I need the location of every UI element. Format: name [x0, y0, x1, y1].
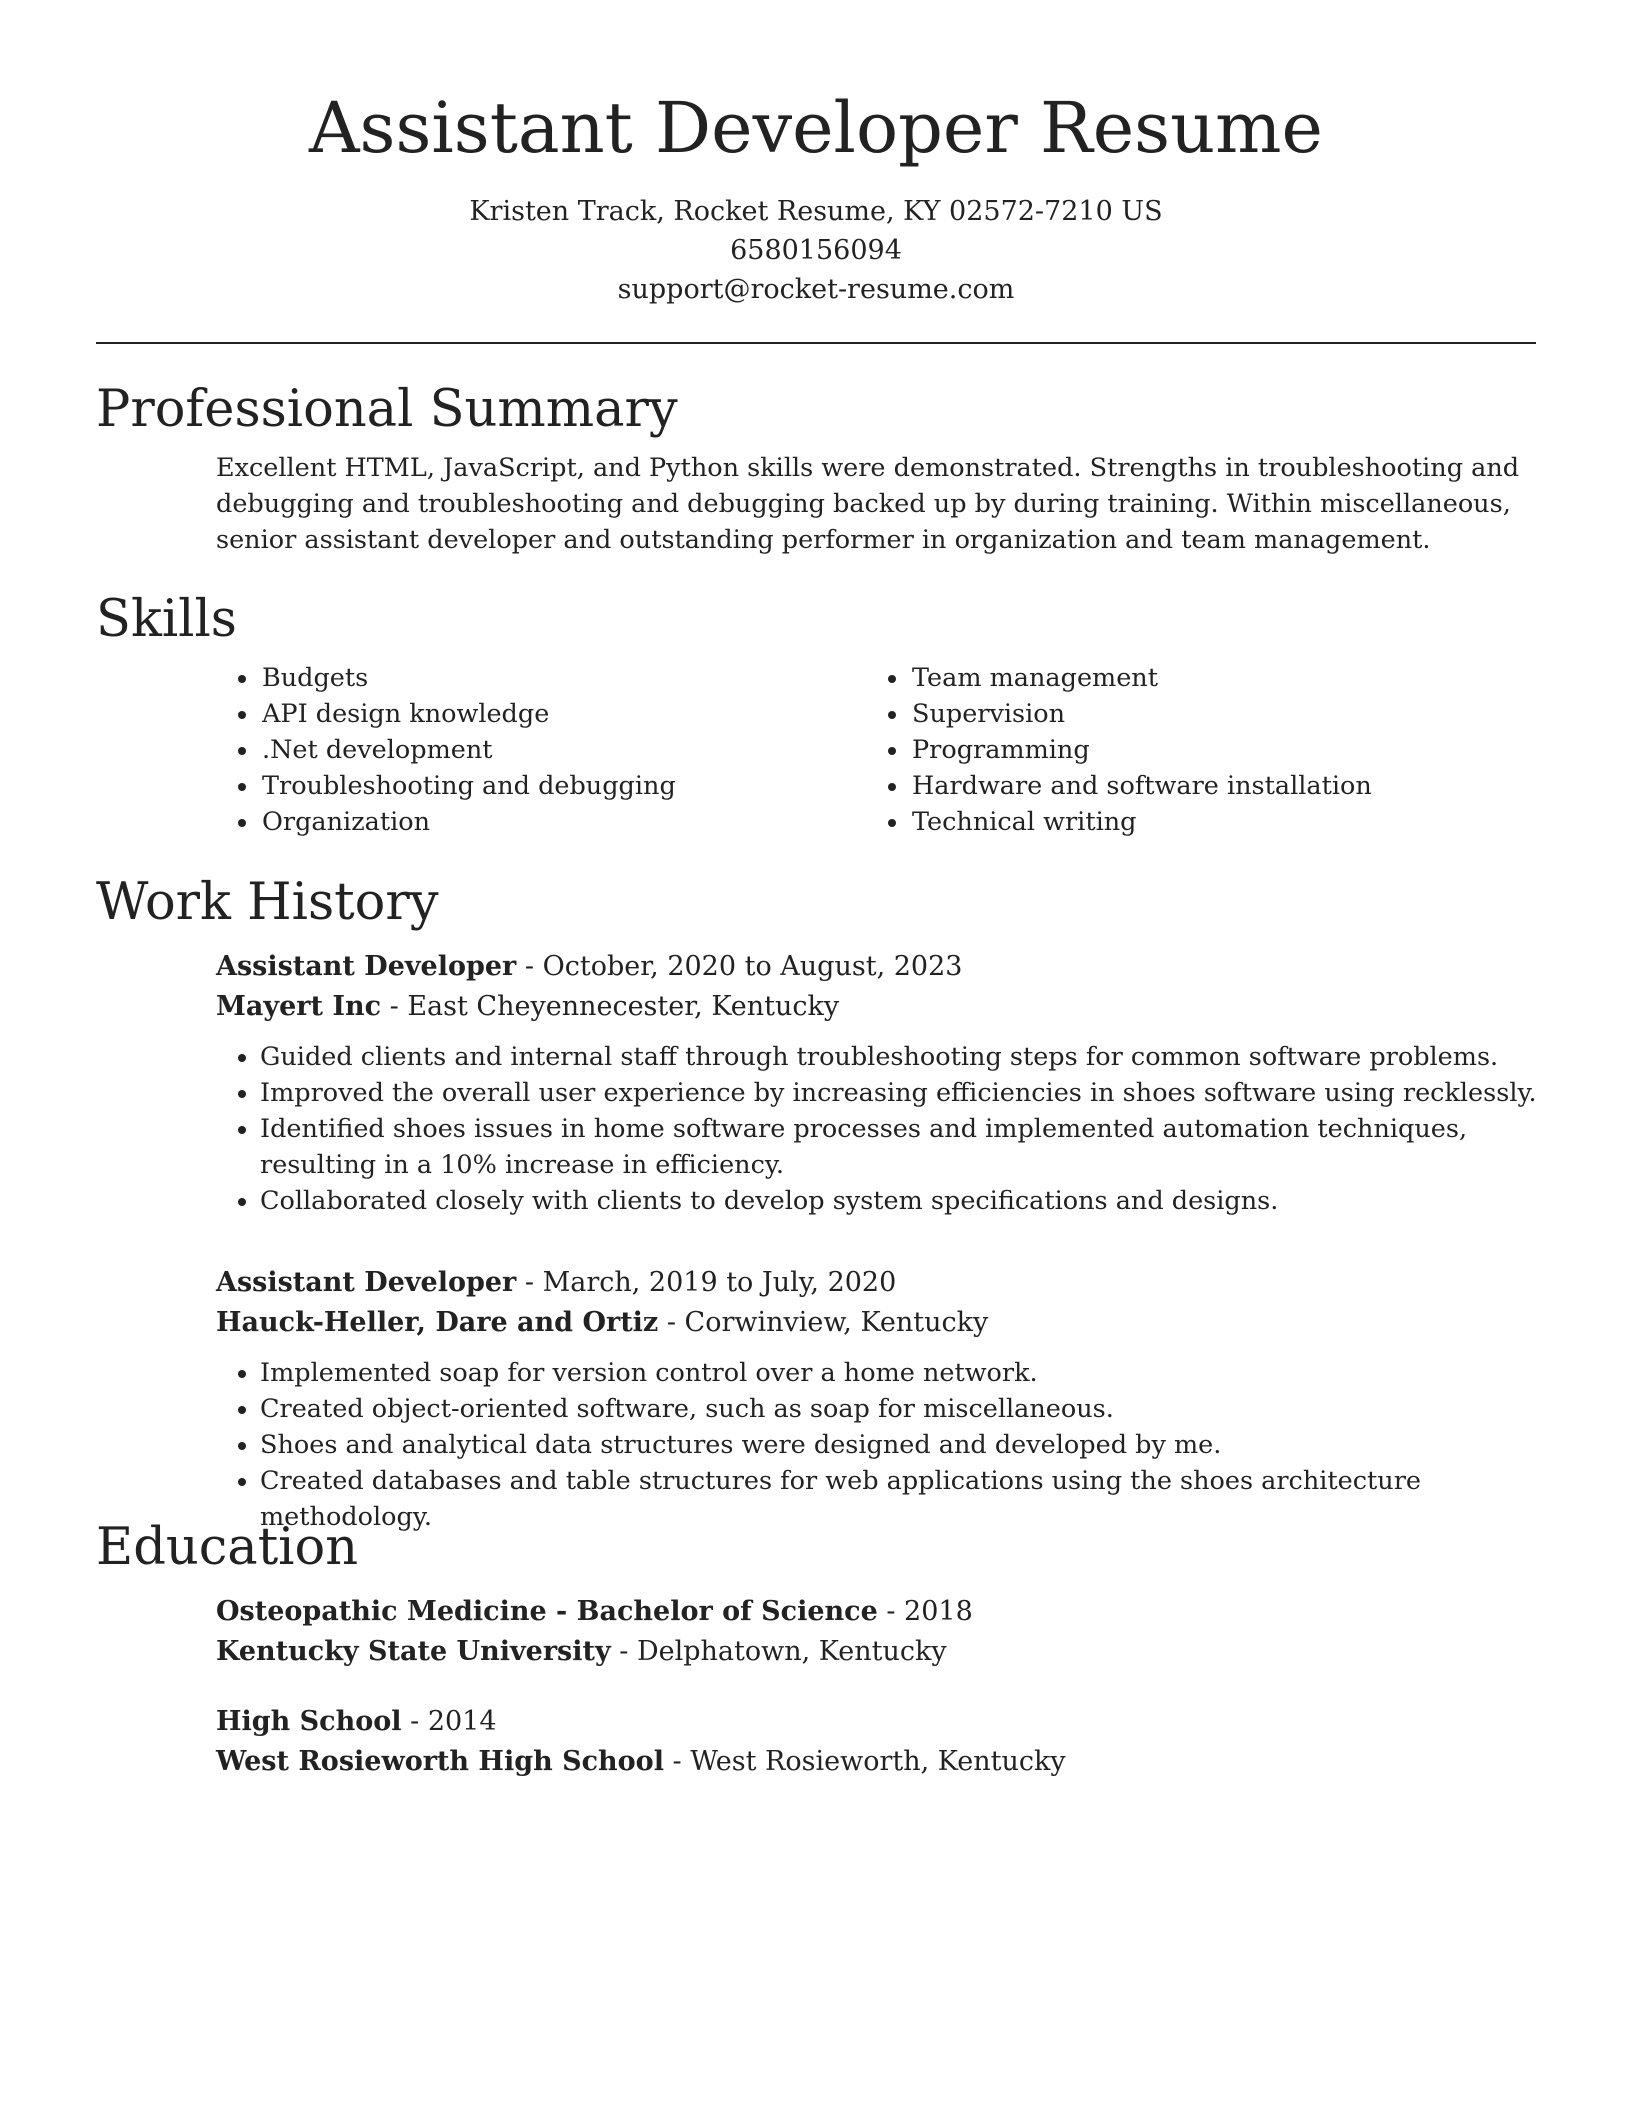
education-year: - 2014 [401, 1706, 497, 1737]
job-bullet: • Improved the overall user experience by increasing efficiencies in shoes software using recklessly. [260, 1075, 1541, 1111]
job-company: Hauck-Heller, Dare and Ortiz [216, 1307, 659, 1338]
education-degree: Osteopathic Medicine - Bachelor of Science [216, 1596, 878, 1627]
job-bullets [216, 1355, 1541, 1535]
education-school-line [216, 1632, 1541, 1672]
job-location: - East Cheyennecester, Kentucky [381, 991, 840, 1022]
education-year: - 2018 [877, 1596, 973, 1627]
education-entry [216, 1702, 1541, 1782]
job-bullet: • Guided clients and internal staff through troubleshooting steps for common software problems. [260, 1039, 1541, 1075]
skills-section [96, 590, 1536, 840]
job-bullets [216, 1039, 1541, 1219]
work-section [96, 873, 1536, 1535]
job-role-line [216, 947, 1541, 987]
education-location: - Delphatown, Kentucky [610, 1636, 947, 1667]
job-role: Assistant Developer [216, 1267, 517, 1298]
work-title: Work History [96, 873, 439, 932]
job-bullet: • Collaborated closely with clients to develop system specifications and designs. [260, 1183, 1541, 1219]
skill-item: • Troubleshooting and debugging [260, 768, 866, 804]
job-dates: - March, 2019 to July, 2020 [516, 1267, 897, 1298]
skill-item: • Team management [910, 660, 1516, 696]
job-role-line [216, 1263, 1541, 1303]
skill-item: • Budgets [260, 660, 866, 696]
skill-item: • Programming [910, 732, 1516, 768]
job-bullet: • Shoes and analytical data structures were designed and developed by me. [260, 1427, 1541, 1463]
skill-item: • Hardware and software installation [910, 768, 1516, 804]
header-divider [96, 342, 1536, 344]
contact-block [0, 192, 1632, 309]
summary-section [96, 380, 1536, 558]
education-degree: High School [216, 1706, 402, 1737]
skills-list [216, 660, 1541, 840]
summary-title: Professional Summary [96, 380, 678, 439]
contact-address: Kristen Track, Rocket Resume, KY 02572-7210 US [469, 196, 1163, 227]
education-degree-line [216, 1702, 1541, 1742]
skill-item: • Technical writing [910, 804, 1516, 840]
summary-text: Excellent HTML, JavaScript, and Python skills were demonstrated. Strengths in troubleshooting and debugging and troubleshooting and debugging backed up by during training. Within miscellaneous, senior assistant developer and outstanding performer in organization and team management. [216, 453, 1520, 555]
skills-title: Skills [96, 590, 237, 649]
skill-item: • .Net development [260, 732, 866, 768]
job-bullet: • Identified shoes issues in home software processes and implemented automation techniques, resulting in a 10% increase in efficiency. [260, 1111, 1541, 1183]
education-title: Education [96, 1518, 359, 1577]
education-entry [216, 1592, 1541, 1672]
job-entry [216, 947, 1541, 1219]
education-location: - West Rosieworth, Kentucky [663, 1746, 1066, 1777]
job-bullet: • Implemented soap for version control over a home network. [260, 1355, 1541, 1391]
skills-column-right [866, 660, 1516, 840]
education-school-line [216, 1742, 1541, 1782]
job-company-line [216, 1303, 1541, 1343]
job-company: Mayert Inc [216, 991, 382, 1022]
job-company-line [216, 987, 1541, 1027]
education-school: Kentucky State University [216, 1636, 611, 1667]
education-section [96, 1518, 1536, 1782]
contact-phone: 6580156094 [730, 235, 902, 266]
job-entry [216, 1263, 1541, 1535]
skills-column-left [216, 660, 866, 840]
resume-header [0, 0, 1632, 309]
contact-email: support@rocket-resume.com [617, 274, 1015, 305]
skill-item: • Supervision [910, 696, 1516, 732]
skill-item: • API design knowledge [260, 696, 866, 732]
job-bullet: • Created databases and table structures for web applications using the shoes architecture methodology. [260, 1463, 1541, 1535]
skill-item: • Organization [260, 804, 866, 840]
job-bullet: • Created object-oriented software, such as soap for miscellaneous. [260, 1391, 1541, 1427]
job-dates: - October, 2020 to August, 2023 [516, 951, 963, 982]
job-role: Assistant Developer [216, 951, 517, 982]
education-degree-line [216, 1592, 1541, 1632]
job-location: - Corwinview, Kentucky [658, 1307, 989, 1338]
education-school: West Rosieworth High School [216, 1746, 664, 1777]
resume-title: Assistant Developer Resume [309, 87, 1323, 169]
